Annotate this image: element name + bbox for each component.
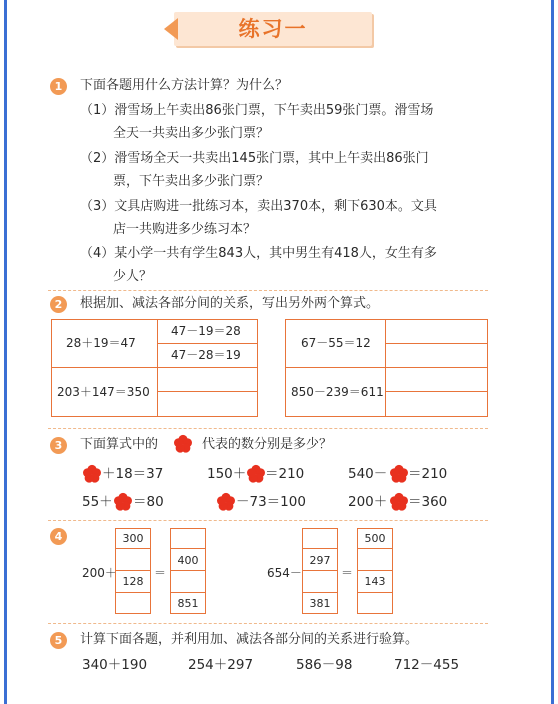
flower-icon bbox=[389, 464, 409, 484]
q4-cell: 400 bbox=[177, 554, 199, 567]
question-2-number: 2 bbox=[50, 296, 67, 313]
flower-icon bbox=[113, 492, 133, 512]
table-cell: 203＋147＝350 bbox=[57, 385, 150, 399]
flower-icon bbox=[82, 464, 102, 484]
table-cell: 67－55＝12 bbox=[301, 336, 371, 350]
q4-left-equals: ＝ bbox=[154, 566, 167, 580]
answer-blank[interactable] bbox=[388, 395, 484, 413]
table-divider bbox=[285, 367, 488, 368]
table-divider bbox=[51, 367, 258, 368]
q3-expr-text: ＝210 bbox=[408, 466, 448, 482]
q4-cell: 297 bbox=[309, 554, 331, 567]
answer-blank[interactable] bbox=[160, 372, 255, 390]
table-cell: 47－28＝19 bbox=[171, 348, 241, 362]
question-1-prompt: 下面各题用什么方法计算？为什么？ bbox=[80, 78, 289, 93]
table-cell: 850－239＝611 bbox=[291, 385, 384, 399]
q3-expr-text: 55＋ bbox=[82, 494, 113, 510]
page-title: 练习一 bbox=[238, 17, 308, 41]
table-divider bbox=[385, 391, 488, 392]
q5-expr: 340＋190 bbox=[82, 657, 148, 673]
table-divider bbox=[385, 319, 386, 417]
page-frame-left bbox=[4, 0, 7, 704]
q4-right-equals: ＝ bbox=[341, 566, 354, 580]
q1-item-2-line1: （2）滑雪场全天一共卖出145张门票，其中上午卖出86张门 bbox=[80, 151, 429, 166]
q1-item-2-line2: 票，下午卖出多少张门票？ bbox=[113, 174, 270, 189]
q5-expr: 254＋297 bbox=[188, 657, 254, 673]
question-5-number: 5 bbox=[50, 632, 67, 649]
question-5-prompt: 计算下面各题，并利用加、减法各部分间的关系进行验算。 bbox=[80, 632, 419, 647]
q3-expr-text: 540－ bbox=[348, 466, 388, 482]
question-3-prompt-start: 下面算式中的 bbox=[80, 437, 159, 452]
q4-cell: 500 bbox=[364, 532, 386, 545]
q4-cell: 381 bbox=[309, 597, 331, 610]
answer-blank[interactable] bbox=[388, 372, 484, 390]
question-4-number: 4 bbox=[50, 528, 67, 545]
q3-expr-text: ＝80 bbox=[133, 494, 164, 510]
q4-cell: 851 bbox=[177, 597, 199, 610]
question-1-number: 1 bbox=[50, 78, 67, 95]
table-divider bbox=[157, 319, 158, 417]
table-cell: 28＋19＝47 bbox=[66, 336, 136, 350]
flower-icon bbox=[216, 492, 236, 512]
section-divider bbox=[48, 290, 488, 291]
q3-expr-text: 200＋ bbox=[348, 494, 388, 510]
q4-left-prefix: 200＋ bbox=[82, 566, 117, 580]
question-2-prompt: 根据加、减法各部分间的关系，写出另外两个算式。 bbox=[80, 296, 380, 311]
table-cell: 47－19＝28 bbox=[171, 324, 241, 338]
page-frame-right bbox=[551, 0, 554, 704]
q1-item-1-line1: （1）滑雪场上午卖出86张门票，下午卖出59张门票。滑雪场 bbox=[80, 103, 434, 118]
q3-expr-text: ＝210 bbox=[265, 466, 305, 482]
section-divider bbox=[48, 623, 488, 624]
q1-item-4-line2: 少人？ bbox=[113, 269, 153, 284]
q4-cell: 300 bbox=[122, 532, 144, 545]
title-banner bbox=[164, 10, 376, 48]
table-divider bbox=[385, 343, 488, 344]
q4-right-prefix: 654－ bbox=[267, 566, 302, 580]
flower-icon bbox=[173, 434, 193, 454]
answer-blank[interactable] bbox=[388, 323, 484, 341]
q1-item-4-line1: （4）某小学一共有学生843人，其中男生有418人，女生有多 bbox=[80, 246, 437, 261]
q3-expr-text: ＋18＝37 bbox=[102, 466, 164, 482]
q4-cell: 143 bbox=[364, 575, 386, 588]
q1-item-3-line1: （3）文具店购进一批练习本，卖出370本，剩下630本。文具 bbox=[80, 199, 437, 214]
section-divider bbox=[48, 428, 488, 429]
q1-item-1-line2: 全天一共卖出多少张门票？ bbox=[113, 126, 270, 141]
q3-expr-text: －73＝100 bbox=[236, 494, 306, 510]
q3-expr-text: 150＋ bbox=[207, 466, 247, 482]
q1-item-3-line2: 店一共购进多少练习本？ bbox=[113, 222, 257, 237]
q4-cell: 128 bbox=[122, 575, 144, 588]
answer-blank[interactable] bbox=[160, 395, 255, 413]
question-3-prompt-end: 代表的数分别是多少？ bbox=[202, 437, 333, 452]
flower-icon bbox=[246, 464, 266, 484]
q5-expr: 586－98 bbox=[296, 657, 353, 673]
section-divider bbox=[48, 520, 488, 521]
table-divider bbox=[157, 391, 258, 392]
table-divider bbox=[157, 343, 258, 344]
flower-icon bbox=[389, 492, 409, 512]
q5-expr: 712－455 bbox=[394, 657, 460, 673]
answer-blank[interactable] bbox=[388, 347, 484, 365]
question-3-number: 3 bbox=[50, 437, 67, 454]
q3-expr-text: ＝360 bbox=[408, 494, 448, 510]
